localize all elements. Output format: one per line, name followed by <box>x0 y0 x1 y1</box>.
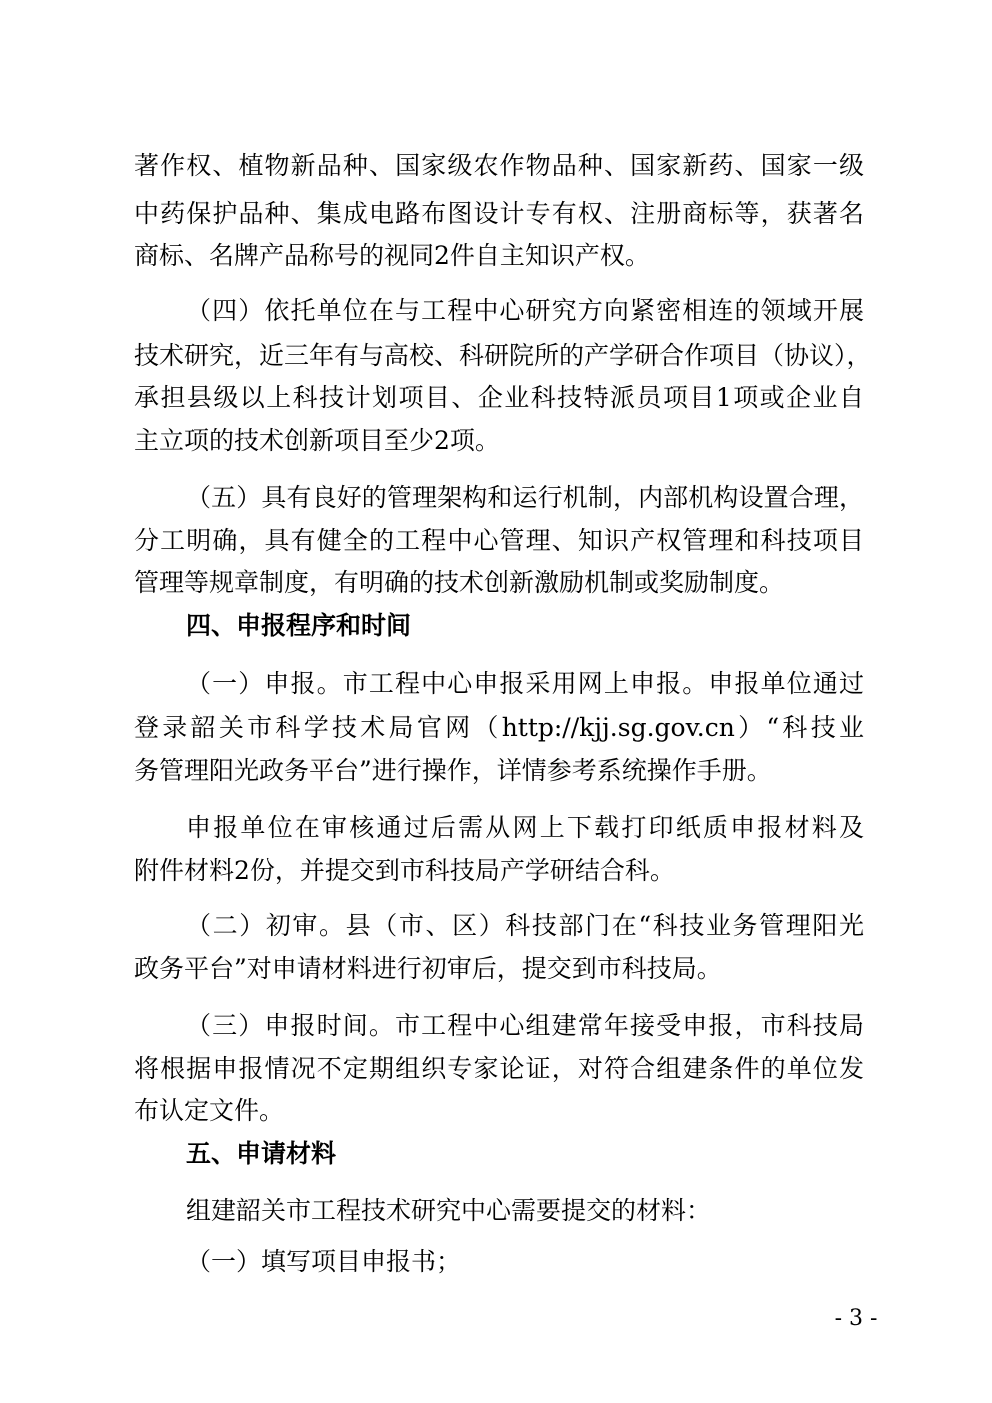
paragraph-line: （四）依托单位在与工程中心研究方向紧密相连的领域开展 <box>186 296 864 325</box>
paragraph-line: 布认定文件。 <box>134 1096 285 1125</box>
paragraph-line: （五）具有良好的管理架构和运行机制，内部机构设置合理， <box>186 483 864 512</box>
page-number: - 3 - <box>834 1306 878 1331</box>
paragraph-line: 商标、名牌产品称号的视同2件自主知识产权。 <box>134 241 650 270</box>
paragraph-line: （一）填写项目申报书； <box>186 1247 462 1276</box>
paragraph-line: 主立项的技术创新项目至少2项。 <box>134 426 500 455</box>
paragraph-line: （三）申报时间。市工程中心组建常年接受申报，市科技局 <box>186 1011 864 1040</box>
paragraph-line: 中药保护品种、集成电路布图设计专有权、注册商标等，获著名 <box>134 199 864 228</box>
paragraph-line: 附件材料2份，并提交到市科技局产学研结合科。 <box>134 856 675 885</box>
paragraph-line: 著作权、植物新品种、国家级农作物品种、国家新药、国家一级 <box>134 151 864 180</box>
section-heading: 四、申报程序和时间 <box>186 611 412 640</box>
paragraph-line: （二）初审。县（市、区）科技部门在“科技业务管理阳光 <box>186 911 864 940</box>
paragraph-line: 管理等规章制度，有明确的技术创新激励机制或奖励制度。 <box>134 568 785 597</box>
paragraph-line: 技术研究，近三年有与高校、科研院所的产学研合作项目（协议）， <box>134 341 872 370</box>
section-heading: 五、申请材料 <box>186 1139 337 1168</box>
paragraph-line: 申报单位在审核通过后需从网上下载打印纸质申报材料及 <box>186 813 864 842</box>
paragraph-line: 组建韶关市工程技术研究中心需要提交的材料： <box>186 1196 712 1225</box>
paragraph-line: 分工明确，具有健全的工程中心管理、知识产权管理和科技项目 <box>134 526 864 555</box>
paragraph-line: 政务平台”对申请材料进行初审后，提交到市科技局。 <box>134 954 722 983</box>
paragraph-line: 登录韶关市科学技术局官网（http://kjj.sg.gov.cn）“科技业 <box>134 713 864 742</box>
paragraph-line: 承担县级以上科技计划项目、企业科技特派员项目1项或企业自 <box>134 383 864 412</box>
paragraph-line: 务管理阳光政务平台”进行操作，详情参考系统操作手册。 <box>134 756 772 785</box>
paragraph-line: 将根据申报情况不定期组织专家论证，对符合组建条件的单位发 <box>134 1054 864 1083</box>
paragraph-line: （一）申报。市工程中心申报采用网上申报。申报单位通过 <box>186 669 864 698</box>
